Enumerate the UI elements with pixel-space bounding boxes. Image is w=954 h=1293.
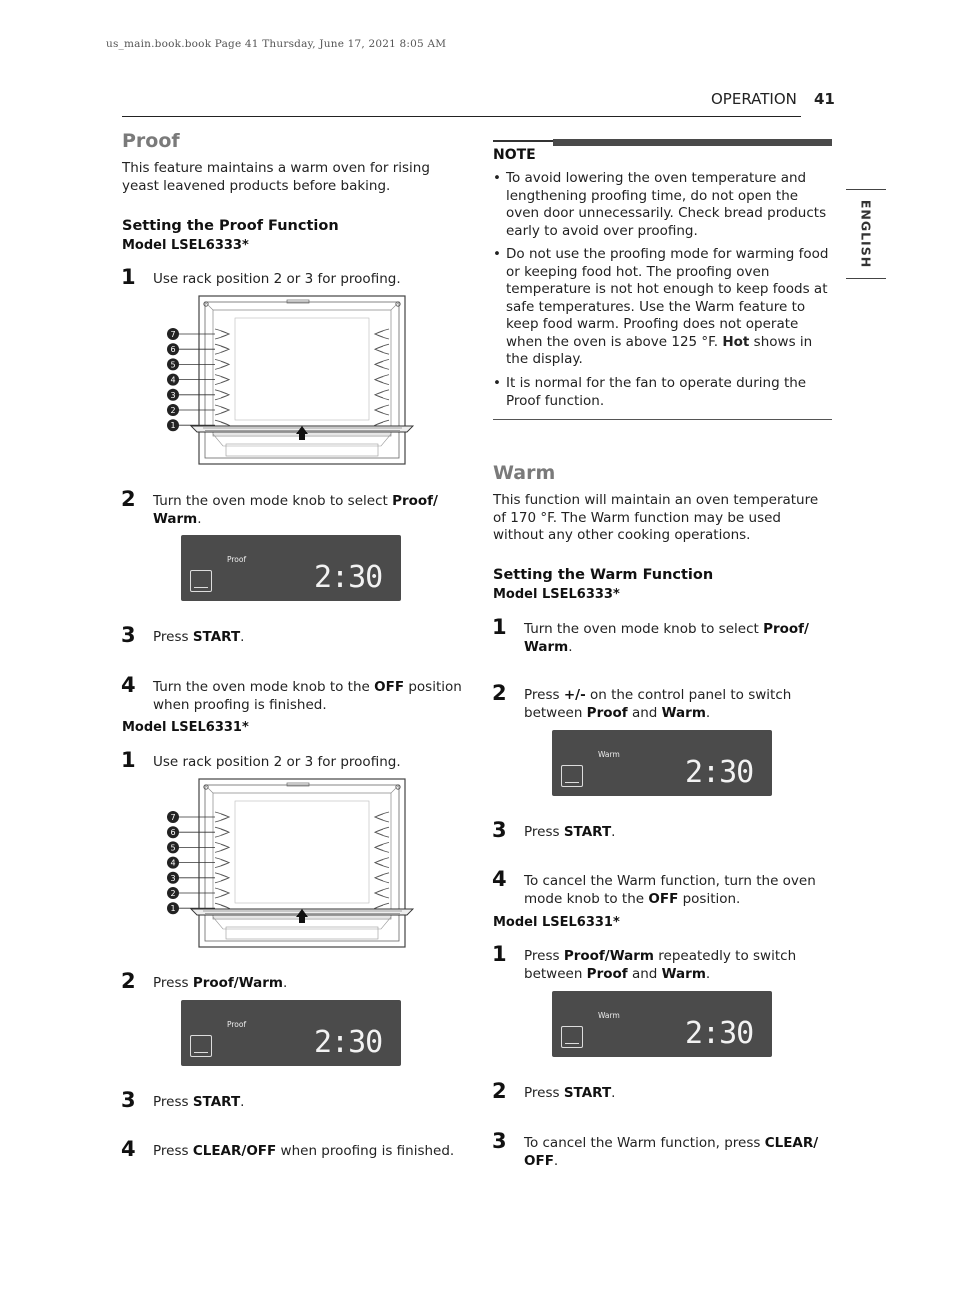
control-panel-display — [552, 991, 772, 1057]
proof-title: Proof — [122, 130, 180, 152]
step-number: 2 — [121, 969, 136, 993]
rack-position-label: 2 — [170, 406, 176, 415]
display-time: 2:30 — [314, 1025, 383, 1060]
step-text: Press START. — [153, 629, 245, 645]
step-text: Press Proof/Warm repeatedly to switch between Proof and Warm. — [524, 948, 797, 982]
rack-position-label: 1 — [170, 421, 176, 431]
proof-setting-title: Setting the Proof Function — [122, 218, 339, 234]
proof-intro: This feature maintains a warm oven for rising yeast leavened products before baking. — [122, 160, 430, 194]
step-text: To cancel the Warm function, press CLEAR/ OFF. — [524, 1135, 819, 1169]
header-section-label: OPERATION — [711, 90, 797, 108]
bullet-icon: • — [493, 170, 501, 186]
header-rule — [122, 116, 801, 117]
rack-position-label: 6 — [170, 828, 176, 838]
rack-position-label: 2 — [170, 889, 176, 898]
note-title: NOTE — [493, 147, 536, 163]
display-mode-label: Proof — [227, 1020, 247, 1029]
rack-position-label: 4 — [170, 375, 176, 385]
step-number: 1 — [492, 942, 507, 966]
proof-model-a: Model LSEL6333* — [122, 238, 249, 253]
rack-position-label: 5 — [170, 360, 176, 370]
warm-setting-title: Setting the Warm Function — [493, 567, 714, 583]
control-panel-display — [181, 535, 401, 601]
note-item — [493, 375, 831, 410]
rack-position-label: 4 — [170, 858, 176, 868]
oven-rack-diagram — [165, 777, 420, 949]
step-number: 3 — [492, 1129, 507, 1153]
print-meta-line: us_main.book.book Page 41 Thursday, June 17, 2021 8:05 AM — [106, 38, 447, 50]
step-text: Press START. — [524, 824, 616, 840]
step-number: 2 — [492, 1079, 507, 1103]
display-indicator-icon — [561, 1026, 583, 1048]
note-item-text: Do not use the proofing mode for warming food or keeping food hot. The proofing oven temperature is not hot enough to keep foods at safe temperatures. Use the Warm feature to keep food warm. Proofing does not operate when the oven is above 125 °F. Hot shows in the display. — [506, 246, 829, 367]
control-panel-display — [181, 1000, 401, 1066]
rack-position-label: 7 — [170, 330, 176, 339]
step-number: 4 — [492, 867, 507, 891]
oven-rack-diagram — [165, 294, 420, 466]
step-number: 2 — [121, 487, 136, 511]
rack-position-label: 1 — [170, 904, 176, 914]
step-number: 3 — [121, 623, 136, 647]
side-tab-bottom-rule — [846, 278, 886, 279]
rack-position-label: 3 — [170, 390, 176, 400]
step-number: 2 — [492, 681, 507, 705]
display-indicator-icon — [561, 765, 583, 787]
step-text: Use rack position 2 or 3 for proofing. — [153, 271, 401, 287]
display-time: 2:30 — [685, 1016, 754, 1051]
step-text: Press START. — [524, 1085, 616, 1101]
note-item-text: To avoid lowering the oven temperature and lengthening proofing time, do not open the oven door unnecessarily. Check bread products early to avoid over proofing. — [506, 170, 827, 239]
step-text: Turn the oven mode knob to select Proof/ Warm. — [524, 621, 809, 655]
note-item-text: It is normal for the fan to operate during the Proof function. — [506, 375, 807, 409]
step-text: Press CLEAR/OFF when proofing is finished. — [153, 1143, 455, 1159]
display-mode-label: Proof — [227, 555, 247, 564]
step-number: 1 — [121, 265, 136, 289]
display-indicator-icon — [190, 1035, 212, 1057]
bullet-icon: • — [493, 246, 501, 262]
step-text: Press Proof/Warm. — [153, 975, 288, 991]
rack-position-label: 7 — [170, 813, 176, 822]
display-mode-label: Warm — [598, 1011, 620, 1020]
display-indicator-icon — [190, 570, 212, 592]
rack-position-label: 3 — [170, 873, 176, 883]
step-number: 4 — [121, 1137, 136, 1161]
warm-intro: This function will maintain an oven temperature of 170 °F. The Warm function may be used without any other cooking operations. — [493, 492, 819, 543]
display-mode-label: Warm — [598, 750, 620, 759]
step-text: To cancel the Warm function, turn the oven mode knob to the OFF position. — [524, 873, 816, 907]
rack-position-label: 5 — [170, 843, 176, 853]
proof-model-b: Model LSEL6331* — [122, 720, 249, 735]
note-top-bar — [553, 139, 832, 146]
step-number: 4 — [121, 673, 136, 697]
rack-position-label: 6 — [170, 345, 176, 355]
warm-model-b: Model LSEL6331* — [493, 915, 620, 930]
display-time: 2:30 — [314, 560, 383, 595]
step-text: Press START. — [153, 1094, 245, 1110]
language-label: ENGLISH — [858, 199, 874, 269]
step-text: Turn the oven mode knob to the OFF position when proofing is finished. — [153, 679, 462, 713]
step-number: 1 — [492, 615, 507, 639]
display-time: 2:30 — [685, 755, 754, 790]
step-number: 3 — [492, 818, 507, 842]
bullet-icon: • — [493, 375, 501, 391]
warm-model-a: Model LSEL6333* — [493, 587, 620, 602]
note-item — [493, 246, 831, 369]
warm-title: Warm — [493, 462, 556, 484]
step-number: 3 — [121, 1088, 136, 1112]
step-text: Press +/- on the control panel to switch between Proof and Warm. — [524, 687, 792, 721]
step-text: Use rack position 2 or 3 for proofing. — [153, 754, 401, 770]
control-panel-display — [552, 730, 772, 796]
step-number: 1 — [121, 748, 136, 772]
note-item — [493, 170, 831, 240]
page-number: 41 — [814, 90, 835, 108]
note-top-rule — [493, 140, 553, 142]
note-bottom-rule — [493, 419, 832, 420]
step-text: Turn the oven mode knob to select Proof/ Warm. — [153, 493, 438, 527]
language-side-tab — [846, 190, 886, 278]
